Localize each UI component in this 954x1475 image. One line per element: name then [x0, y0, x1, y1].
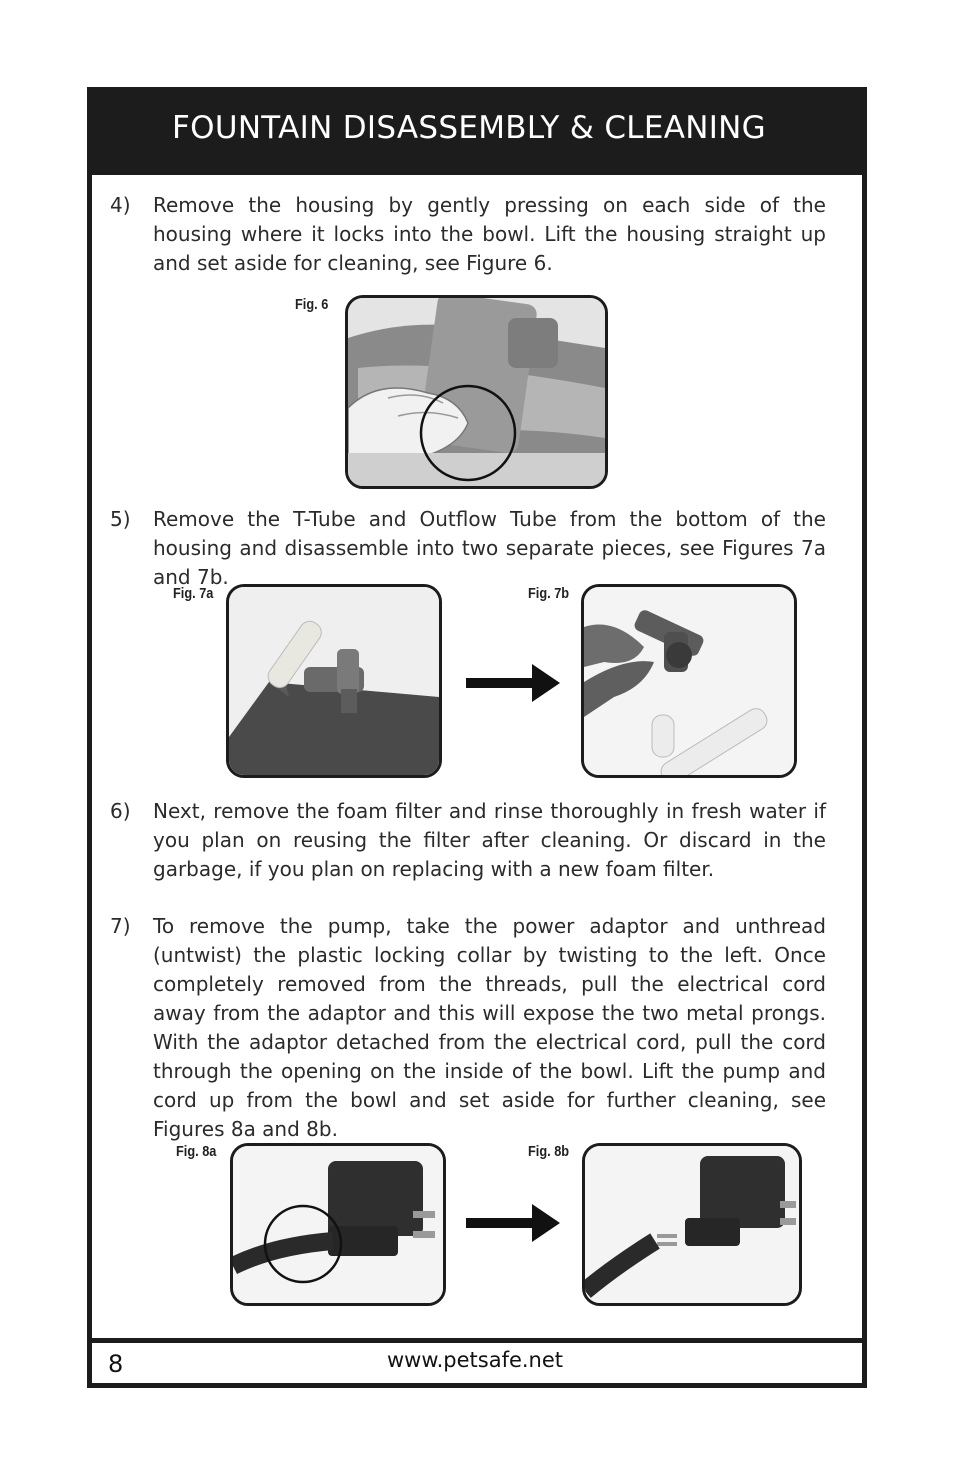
step-text: To remove the pump, take the power adaptor and unthread (untwist) the plastic locking collar by twisting to the left. Once completely removed from the threads, pull the electrical cord away from the adaptor and this will expose the two metal prongs. With the adaptor detached from the electrical cord, pull the cord through the opening on the inside of the bowl. Lift the pump and cord up from the bowl and set aside for further cleaning, see Figures 8a and 8b. — [153, 914, 826, 1141]
fig-7a-photo — [226, 584, 442, 778]
step-number: 4) — [110, 193, 131, 217]
page-number: 8 — [108, 1350, 124, 1378]
step-text: Remove the T-Tube and Outflow Tube from the bottom of the housing and disassemble into two separate pieces, see Figures 7a and 7b. — [153, 507, 826, 589]
arrow-right-icon — [466, 660, 560, 706]
step-number: 6) — [110, 799, 131, 823]
fig-7b-label: Fig. 7b — [528, 585, 570, 602]
fig-8b-label: Fig. 8b — [528, 1143, 570, 1160]
fig-7a-label: Fig. 7a — [173, 585, 214, 602]
fig-6-photo — [345, 295, 608, 489]
step-number: 7) — [110, 914, 131, 938]
fig-8a-label: Fig. 8a — [176, 1143, 217, 1160]
arrow-right-icon — [466, 1200, 560, 1246]
fig-6-label: Fig. 6 — [295, 296, 329, 313]
step-text: Remove the housing by gently pressing on each side of the housing where it locks into the bowl. Lift the housing straight up and set aside for cleaning, see Figure 6. — [153, 193, 826, 275]
fig-8b-photo — [582, 1143, 802, 1306]
page-title: FOUNTAIN DISASSEMBLY & CLEANING — [172, 110, 766, 146]
footer-url[interactable]: www.petsafe.net — [387, 1348, 564, 1372]
step-number: 5) — [110, 507, 131, 531]
step-text: Next, remove the foam filter and rinse thoroughly in fresh water if you plan on reusing the filter after cleaning. Or discard in the garbage, if you plan on replacing with a new foam filter. — [153, 799, 826, 881]
fig-7b-photo — [581, 584, 797, 778]
fig-8a-photo — [230, 1143, 446, 1306]
footer-rule — [92, 1338, 862, 1343]
